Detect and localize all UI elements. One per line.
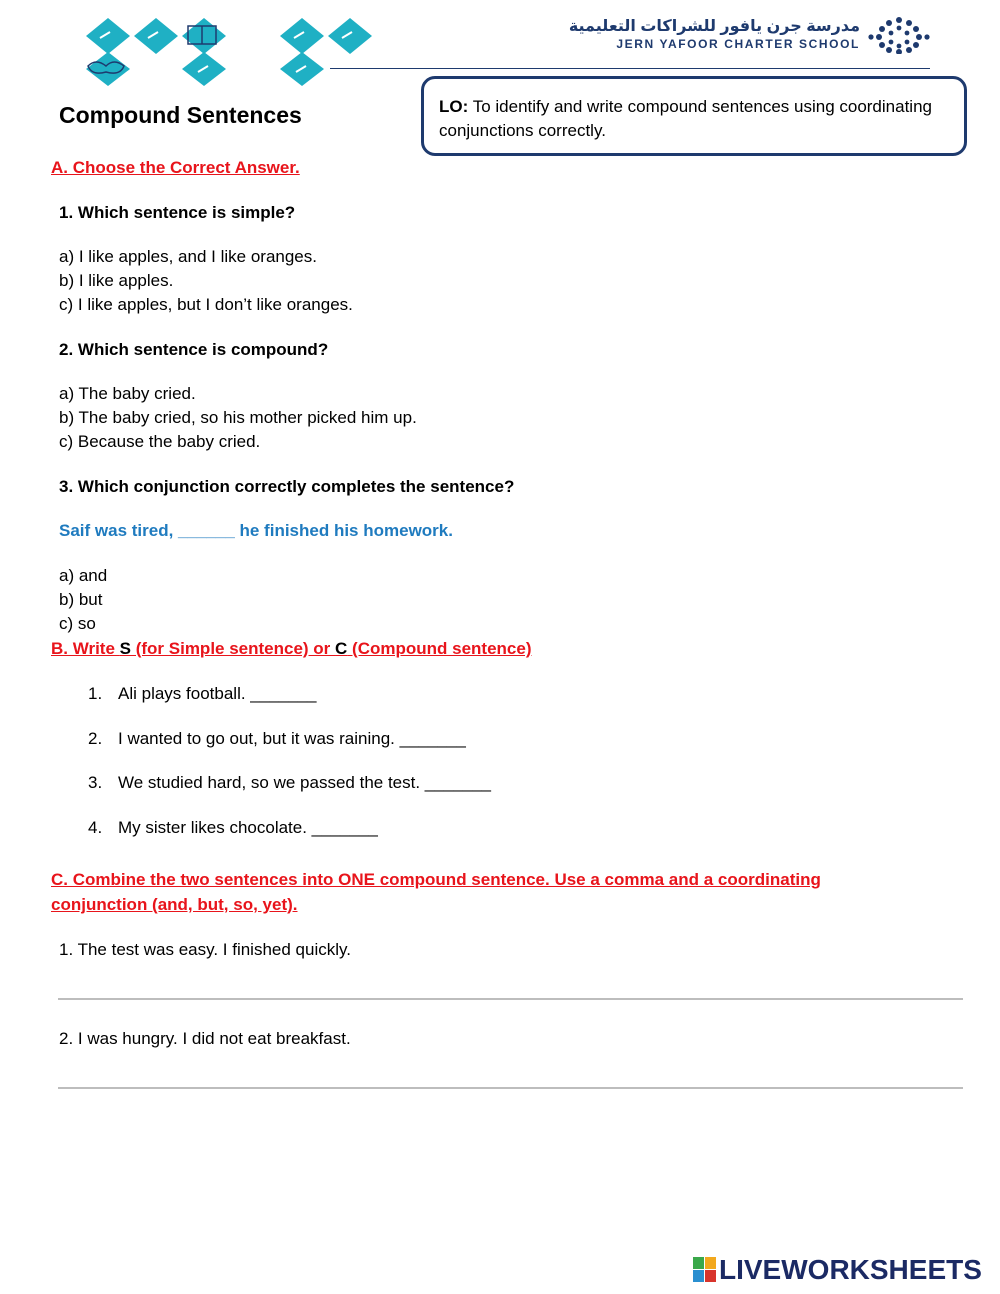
liveworksheets-icon <box>693 1257 717 1283</box>
section-b-heading <box>51 637 531 661</box>
q3-option-c[interactable]: c) so <box>59 614 96 633</box>
lo-label: LO: <box>439 97 469 116</box>
school-name-english: JERN YAFOOR CHARTER SCHOOL <box>616 37 860 51</box>
question-2: 2. Which sentence is compound? <box>59 340 329 359</box>
item-text: I wanted to go out, but it was raining. _______ <box>118 729 466 748</box>
item-number: 2. <box>88 729 103 748</box>
q2-option-c[interactable]: c) Because the baby cried. <box>59 432 261 451</box>
section-a-heading: A. Choose the Correct Answer. <box>51 158 300 177</box>
header-decoration-logo <box>80 16 380 88</box>
q3-sentence: Saif was tired, ______ he finished his homework. <box>59 521 453 540</box>
question-1: 1. Which sentence is simple? <box>59 203 296 222</box>
answer-line-2[interactable] <box>58 1087 963 1089</box>
section-b-item-2[interactable] <box>88 727 466 751</box>
item-text: Ali plays football. _______ <box>118 684 317 703</box>
lo-description: To identify and write compound sentences using coordinating conjunctions correctly. <box>439 97 932 140</box>
section-b-heading-s: S <box>119 639 131 658</box>
q1-option-c[interactable]: c) I like apples, but I don’t like oranges. <box>59 295 353 314</box>
q3-option-a[interactable]: a) and <box>59 566 108 585</box>
section-b-item-4[interactable] <box>88 816 378 840</box>
liveworksheets-text: LIVEWORKSHEETS <box>719 1254 982 1285</box>
school-emblem-icon <box>866 16 932 54</box>
learning-objective-text <box>439 95 939 143</box>
item-number: 3. <box>88 773 103 792</box>
answer-line-1[interactable] <box>58 998 963 1000</box>
section-b-item-1[interactable] <box>88 682 316 706</box>
item-text: My sister likes chocolate. _______ <box>118 818 378 837</box>
section-b-heading-c: C <box>335 639 348 658</box>
section-b-item-3[interactable] <box>88 771 491 795</box>
section-b-heading-part1: B. Write <box>51 639 120 658</box>
q2-option-b[interactable]: b) The baby cried, so his mother picked him up. <box>59 408 417 427</box>
q1-option-b[interactable]: b) I like apples. <box>59 271 174 290</box>
header-rule <box>330 68 930 69</box>
section-c-heading-line1: C. Combine the two sentences into ONE compound sentence. Use a comma and a coordinating <box>51 870 821 889</box>
learning-objective-box <box>421 76 967 156</box>
section-b-heading-part3: (Compound sentence) <box>347 639 532 658</box>
page-title: Compound Sentences <box>59 102 302 128</box>
school-name-arabic: مدرسة جرن يافور للشراكات التعليمية <box>568 18 860 35</box>
section-c-heading-line2: conjunction (and, but, so, yet). <box>51 895 298 914</box>
item-number: 1. <box>88 684 103 703</box>
q1-option-a[interactable]: a) I like apples, and I like oranges. <box>59 247 317 266</box>
liveworksheets-logo <box>693 1255 982 1285</box>
question-3: 3. Which conjunction correctly completes the sentence? <box>59 477 515 496</box>
section-b-heading-part2: (for Simple sentence) or <box>130 639 336 658</box>
q3-option-b[interactable]: b) but <box>59 590 103 609</box>
section-c-item-1: 1. The test was easy. I finished quickly. <box>59 940 351 959</box>
q2-option-a[interactable]: a) The baby cried. <box>59 384 196 403</box>
item-text: We studied hard, so we passed the test. _______ <box>118 773 491 792</box>
item-number: 4. <box>88 818 103 837</box>
section-c-item-2: 2. I was hungry. I did not eat breakfast. <box>59 1029 351 1048</box>
